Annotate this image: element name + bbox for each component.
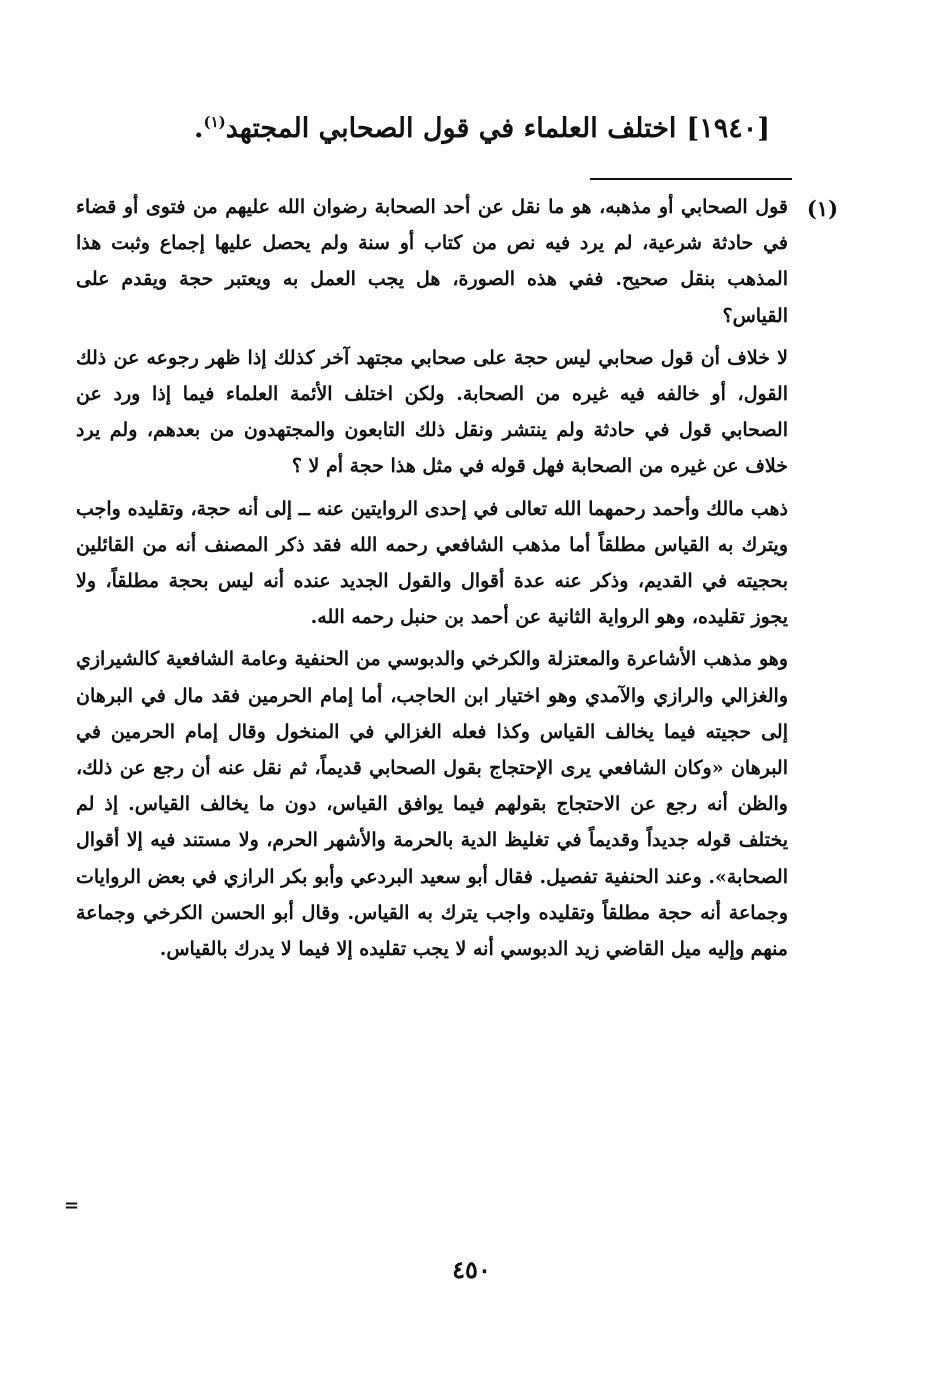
entry-heading [150, 100, 770, 151]
footnote-divider [590, 178, 792, 180]
footnote-paragraph: قول الصحابي أو مذهبه، هو ما نقل عن أحد الصحابة رضوان الله عليهم من فتوى أو قضاء في حادثة شرعية، لم يرد فيه نص من كتاب أو سنة ولم يحصل عليها إجماع وثبت هذا المذهب بنقل صحيح. ففي هذه الصورة، هل يجب العمل به ويعتبر حجة ويقدم على القياس؟ [76, 196, 788, 327]
continuation-mark: = [64, 1195, 80, 1216]
footnote-reference: (١) [203, 113, 226, 131]
footnote-paragraph: وهو مذهب الأشاعرة والمعتزلة والكرخي والدبوسي من الحنفية وعامة الشافعية كالشيرازي والغزالي والرازي والآمدي وهو اختيار ابن الحاجب، أما إمام الحرمين فقد مال في البرهان إلى حجيته فيما يخالف القياس وكذا فعله الغزالي في المنخول وقال إمام الحرمين في البرهان «وكان الشافعي يرى الإحتجاج بقول الصحابي قديماً، ثم نقل عنه أن رجع عن ذلك، والظن أنه رجع عن الاحتجاج بقولهم فيما يوافق القياس، دون ما يخالف القياس. إذ لم يختلف قوله جديداً وقديماً في تغليظ الدية بالحرمة والأشهر الحرم، ولا مستند فيه إلا أقوال الصحابة». وعند الحنفية تفصيل. فقال أبو سعيد البردعي وأبو بكر الرازي في بعض الروايات وجماعة أنه حجة مطلقاً وتقليده واجب يترك به القياس. وقال أبو الحسن الكرخي وجماعة منهم وإليه ميل القاضي زيد الدبوسي أنه لا يجب تقليده إلا فيما لا يدرك بالقياس. [76, 648, 788, 961]
entry-number: [١٩٤٠] [686, 113, 770, 144]
page-number: ٤٥٠ [452, 1255, 491, 1284]
footnote-paragraph: لا خلاف أن قول صحابي ليس حجة على صحابي مجتهد آخر كذلك إذا ظهر رجوعه عن ذلك القول، أو خالفه فيه غيره من الصحابة. ولكن اختلف الأئمة العلماء فيما إذا ورد عن الصحابي قول في حادثة ولم ينتشر ونقل ذلك التابعون والمجتهدون من بعدهم، ولم يرد خلاف عن غيره من الصحابة فهل قوله في مثل هذا حجة أم لا ؟ [76, 346, 788, 478]
heading-end: . [194, 113, 204, 144]
footnote-body [76, 189, 788, 967]
footnote-marker: (١) [806, 196, 838, 221]
entry-title: اختلف العلماء في قول الصحابي المجتهد [225, 113, 677, 144]
footnote-paragraph: ذهب مالك وأحمد رحمهما الله تعالى في إحدى الروايتين عنه ــ إلى أنه حجة، وتقليده واجب ويترك به القياس مطلقاً أما مذهب الشافعي رحمه الله فقد ذكر المصنف أنه من القائلين بحجيته في القديم، وذكر عنه عدة أقوال والقول الجديد عنده أنه ليس بحجة مطلقاً، ولا يجوز تقليده، وهو الرواية الثانية عن أحمد بن حنبل رحمه الله. [76, 497, 788, 629]
